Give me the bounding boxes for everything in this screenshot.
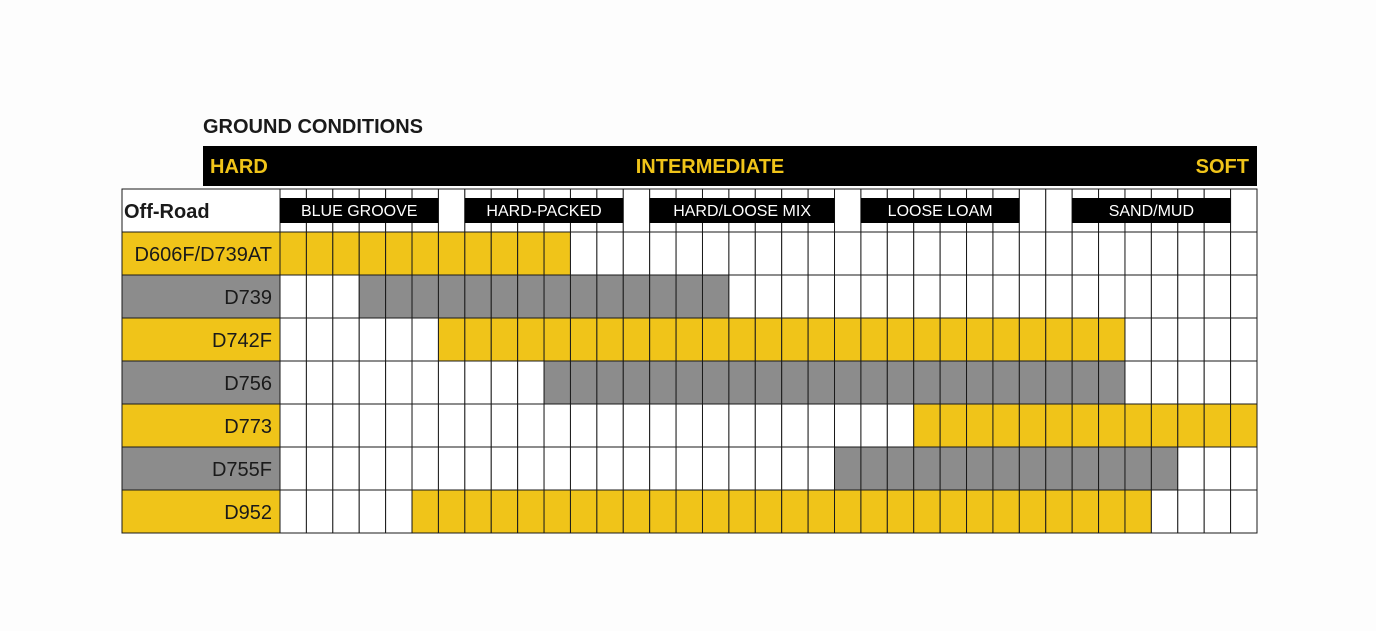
range-cell-filled <box>835 490 861 533</box>
range-cell-filled <box>1099 404 1125 447</box>
range-cell-empty <box>1231 490 1257 533</box>
range-cell-filled <box>1019 490 1045 533</box>
range-cell-empty <box>412 318 438 361</box>
range-cell-filled <box>808 318 834 361</box>
range-cell-filled <box>465 318 491 361</box>
range-cell-empty <box>491 447 517 490</box>
range-cell-empty <box>1151 232 1177 275</box>
range-cell-filled <box>702 490 728 533</box>
range-cell-empty <box>544 404 570 447</box>
range-cell-filled <box>1046 404 1072 447</box>
range-cell-empty <box>386 318 412 361</box>
range-cell-empty <box>1204 318 1230 361</box>
range-cell-filled <box>967 361 993 404</box>
range-cell-filled <box>1072 490 1098 533</box>
range-cell-filled <box>518 318 544 361</box>
range-cell-filled <box>729 361 755 404</box>
range-cell-empty <box>623 232 649 275</box>
range-cell-filled <box>729 318 755 361</box>
range-cell-filled <box>1046 318 1072 361</box>
range-cell-empty <box>518 447 544 490</box>
range-cell-empty <box>650 447 676 490</box>
range-cell-filled <box>438 318 464 361</box>
range-cell-empty <box>1046 232 1072 275</box>
range-cell-empty <box>465 447 491 490</box>
range-cell-empty <box>676 447 702 490</box>
range-cell-empty <box>729 447 755 490</box>
range-cell-empty <box>597 447 623 490</box>
range-cell-empty <box>1019 232 1045 275</box>
header-cell <box>835 189 861 232</box>
range-cell-empty <box>650 232 676 275</box>
range-cell-empty <box>1125 361 1151 404</box>
range-cell-filled <box>491 232 517 275</box>
range-cell-filled <box>1151 404 1177 447</box>
range-cell-empty <box>518 404 544 447</box>
range-cell-filled <box>967 490 993 533</box>
range-cell-empty <box>755 275 781 318</box>
range-cell-filled <box>914 404 940 447</box>
range-cell-filled <box>623 275 649 318</box>
range-cell-filled <box>597 490 623 533</box>
range-cell-filled <box>887 447 913 490</box>
range-cell-empty <box>306 404 332 447</box>
chart-title: GROUND CONDITIONS <box>203 116 423 138</box>
range-cell-filled <box>280 232 306 275</box>
terrain-label: HARD-PACKED <box>486 203 602 220</box>
terrain-label: HARD/LOOSE MIX <box>673 203 812 220</box>
row-label: D952 <box>224 502 272 524</box>
range-cell-empty <box>333 361 359 404</box>
range-cell-empty <box>597 232 623 275</box>
range-cell-filled <box>1178 404 1204 447</box>
header-cell <box>1019 189 1045 232</box>
range-cell-filled <box>544 361 570 404</box>
range-cell-filled <box>1046 447 1072 490</box>
range-cell-empty <box>386 404 412 447</box>
range-cell-filled <box>676 490 702 533</box>
range-cell-empty <box>1019 275 1045 318</box>
range-cell-empty <box>1178 361 1204 404</box>
range-cell-filled <box>412 232 438 275</box>
range-cell-filled <box>544 490 570 533</box>
terrain-label: SAND/MUD <box>1108 203 1195 220</box>
range-cell-filled <box>1019 404 1045 447</box>
range-cell-empty <box>808 275 834 318</box>
range-cell-empty <box>359 361 385 404</box>
product-row <box>122 232 1257 275</box>
product-rows <box>122 232 1257 533</box>
range-cell-empty <box>1151 275 1177 318</box>
range-cell-filled <box>650 361 676 404</box>
row-label: D756 <box>224 373 272 395</box>
range-cell-filled <box>993 361 1019 404</box>
range-cell-empty <box>808 404 834 447</box>
range-cell-filled <box>1099 361 1125 404</box>
range-cell-filled <box>861 447 887 490</box>
range-cell-empty <box>1231 318 1257 361</box>
range-cell-filled <box>570 275 596 318</box>
range-cell-filled <box>650 490 676 533</box>
range-cell-filled <box>1046 361 1072 404</box>
range-cell-filled <box>914 447 940 490</box>
range-cell-empty <box>1231 275 1257 318</box>
range-cell-empty <box>412 404 438 447</box>
range-cell-filled <box>1099 318 1125 361</box>
range-cell-empty <box>359 490 385 533</box>
range-cell-empty <box>1178 490 1204 533</box>
range-cell-empty <box>280 490 306 533</box>
range-cell-filled <box>518 232 544 275</box>
range-cell-filled <box>676 361 702 404</box>
range-cell-filled <box>861 318 887 361</box>
range-cell-empty <box>1231 232 1257 275</box>
range-cell-filled <box>518 275 544 318</box>
range-cell-empty <box>1231 361 1257 404</box>
range-cell-empty <box>412 361 438 404</box>
range-cell-filled <box>1099 490 1125 533</box>
range-cell-filled <box>993 318 1019 361</box>
range-cell-filled <box>650 318 676 361</box>
range-cell-filled <box>438 275 464 318</box>
range-cell-empty <box>570 447 596 490</box>
range-cell-filled <box>438 490 464 533</box>
range-cell-empty <box>333 275 359 318</box>
range-cell-filled <box>544 318 570 361</box>
range-cell-filled <box>1231 404 1257 447</box>
range-cell-filled <box>306 232 332 275</box>
range-cell-empty <box>808 447 834 490</box>
range-cell-filled <box>887 361 913 404</box>
range-cell-empty <box>518 361 544 404</box>
range-cell-filled <box>755 318 781 361</box>
range-cell-filled <box>1099 447 1125 490</box>
range-cell-filled <box>465 490 491 533</box>
terrain-label: LOOSE LOAM <box>887 203 993 220</box>
range-cell-empty <box>755 232 781 275</box>
range-cell-filled <box>808 490 834 533</box>
product-row <box>122 318 1257 361</box>
range-cell-filled <box>1072 447 1098 490</box>
range-cell-empty <box>1204 447 1230 490</box>
range-cell-filled <box>491 318 517 361</box>
product-row <box>122 404 1257 447</box>
range-cell-filled <box>940 447 966 490</box>
range-cell-filled <box>1072 404 1098 447</box>
range-cell-empty <box>280 275 306 318</box>
range-cell-filled <box>993 490 1019 533</box>
range-cell-empty <box>1099 275 1125 318</box>
terrain-header-row <box>280 189 1257 232</box>
range-cell-empty <box>306 490 332 533</box>
range-cell-empty <box>386 361 412 404</box>
range-cell-empty <box>1125 232 1151 275</box>
range-cell-filled <box>835 361 861 404</box>
range-cell-filled <box>1125 447 1151 490</box>
range-cell-empty <box>1204 361 1230 404</box>
range-cell-empty <box>1125 275 1151 318</box>
range-cell-filled <box>861 361 887 404</box>
range-cell-filled <box>755 361 781 404</box>
range-cell-filled <box>993 447 1019 490</box>
range-cell-empty <box>1151 490 1177 533</box>
range-cell-empty <box>491 404 517 447</box>
range-cell-empty <box>1204 232 1230 275</box>
range-cell-empty <box>1178 275 1204 318</box>
range-cell-empty <box>782 447 808 490</box>
row-label: D606F/D739AT <box>134 244 272 266</box>
range-cell-empty <box>835 232 861 275</box>
range-cell-empty <box>993 232 1019 275</box>
condition-hard: HARD <box>210 156 268 178</box>
range-cell-filled <box>702 318 728 361</box>
range-cell-empty <box>306 361 332 404</box>
terrain-label: BLUE GROOVE <box>300 203 418 220</box>
header-cell <box>438 189 464 232</box>
range-cell-empty <box>623 404 649 447</box>
range-cell-filled <box>333 232 359 275</box>
range-cell-empty <box>544 447 570 490</box>
offroad-label: Off-Road <box>124 201 210 223</box>
range-cell-empty <box>359 447 385 490</box>
range-cell-filled <box>993 404 1019 447</box>
range-cell-filled <box>1019 361 1045 404</box>
range-cell-filled <box>570 361 596 404</box>
range-cell-empty <box>914 232 940 275</box>
range-cell-filled <box>597 318 623 361</box>
range-cell-filled <box>412 490 438 533</box>
range-cell-empty <box>861 275 887 318</box>
range-cell-empty <box>1151 318 1177 361</box>
range-cell-empty <box>465 404 491 447</box>
range-cell-empty <box>782 404 808 447</box>
range-cell-empty <box>967 232 993 275</box>
range-cell-filled <box>570 490 596 533</box>
range-cell-empty <box>940 232 966 275</box>
range-cell-empty <box>597 404 623 447</box>
range-cell-empty <box>306 275 332 318</box>
range-cell-empty <box>861 404 887 447</box>
range-cell-empty <box>861 232 887 275</box>
range-cell-empty <box>702 404 728 447</box>
range-cell-filled <box>650 275 676 318</box>
row-label: D739 <box>224 287 272 309</box>
range-cell-filled <box>412 275 438 318</box>
range-cell-empty <box>702 232 728 275</box>
range-cell-filled <box>967 318 993 361</box>
range-cell-empty <box>1151 361 1177 404</box>
range-cell-empty <box>570 404 596 447</box>
range-cell-empty <box>835 404 861 447</box>
range-cell-empty <box>729 404 755 447</box>
range-cell-empty <box>333 318 359 361</box>
range-cell-empty <box>940 275 966 318</box>
range-cell-empty <box>1178 318 1204 361</box>
range-cell-empty <box>967 275 993 318</box>
range-cell-filled <box>491 490 517 533</box>
range-cell-filled <box>386 232 412 275</box>
range-cell-empty <box>1231 447 1257 490</box>
range-cell-filled <box>465 275 491 318</box>
range-cell-empty <box>887 232 913 275</box>
range-cell-filled <box>914 490 940 533</box>
range-cell-empty <box>438 447 464 490</box>
range-cell-empty <box>623 447 649 490</box>
range-cell-empty <box>465 361 491 404</box>
range-cell-empty <box>835 275 861 318</box>
header-cell <box>623 189 649 232</box>
range-cell-empty <box>280 318 306 361</box>
range-cell-filled <box>702 275 728 318</box>
range-cell-filled <box>914 318 940 361</box>
range-cell-empty <box>333 404 359 447</box>
range-cell-filled <box>940 318 966 361</box>
range-cell-empty <box>1204 275 1230 318</box>
row-label: D742F <box>211 330 272 352</box>
range-cell-empty <box>1204 490 1230 533</box>
range-cell-filled <box>835 447 861 490</box>
range-cell-filled <box>1151 447 1177 490</box>
range-cell-empty <box>993 275 1019 318</box>
range-cell-filled <box>940 404 966 447</box>
range-cell-empty <box>676 232 702 275</box>
range-cell-filled <box>597 361 623 404</box>
range-cell-empty <box>280 447 306 490</box>
condition-soft: SOFT <box>1195 156 1249 178</box>
condition-intermediate: INTERMEDIATE <box>635 156 785 178</box>
range-cell-empty <box>280 361 306 404</box>
range-cell-empty <box>1178 447 1204 490</box>
range-cell-filled <box>887 318 913 361</box>
header-cell <box>1046 189 1072 232</box>
range-cell-empty <box>914 275 940 318</box>
range-cell-filled <box>544 275 570 318</box>
range-cell-empty <box>782 275 808 318</box>
range-cell-empty <box>280 404 306 447</box>
range-cell-filled <box>782 490 808 533</box>
range-cell-filled <box>782 318 808 361</box>
product-row <box>122 447 1257 490</box>
range-cell-filled <box>465 232 491 275</box>
range-cell-empty <box>438 404 464 447</box>
range-cell-empty <box>1099 232 1125 275</box>
header-cell <box>1231 189 1257 232</box>
range-cell-empty <box>1178 232 1204 275</box>
range-cell-empty <box>359 318 385 361</box>
range-cell-empty <box>650 404 676 447</box>
range-cell-empty <box>1046 275 1072 318</box>
range-cell-empty <box>570 232 596 275</box>
row-label: D755F <box>211 459 272 481</box>
range-cell-filled <box>861 490 887 533</box>
range-cell-empty <box>491 361 517 404</box>
range-cell-filled <box>782 361 808 404</box>
range-cell-empty <box>729 275 755 318</box>
range-cell-filled <box>491 275 517 318</box>
range-cell-filled <box>623 490 649 533</box>
range-cell-filled <box>359 275 385 318</box>
range-cell-filled <box>359 232 385 275</box>
range-cell-filled <box>967 404 993 447</box>
range-cell-empty <box>386 447 412 490</box>
range-cell-filled <box>1125 404 1151 447</box>
range-cell-empty <box>887 404 913 447</box>
range-cell-empty <box>386 490 412 533</box>
range-cell-empty <box>1072 275 1098 318</box>
range-cell-filled <box>1019 318 1045 361</box>
range-cell-filled <box>914 361 940 404</box>
range-cell-filled <box>835 318 861 361</box>
range-cell-filled <box>940 361 966 404</box>
range-cell-filled <box>386 275 412 318</box>
product-row <box>122 490 1257 533</box>
range-cell-filled <box>623 318 649 361</box>
row-label: D773 <box>224 416 272 438</box>
range-cell-empty <box>333 490 359 533</box>
range-cell-empty <box>438 361 464 404</box>
range-cell-filled <box>1204 404 1230 447</box>
range-cell-filled <box>1046 490 1072 533</box>
range-cell-filled <box>438 232 464 275</box>
range-cell-empty <box>333 447 359 490</box>
range-cell-empty <box>887 275 913 318</box>
range-cell-empty <box>755 404 781 447</box>
range-cell-filled <box>1072 318 1098 361</box>
range-cell-filled <box>570 318 596 361</box>
range-cell-empty <box>676 404 702 447</box>
range-cell-empty <box>412 447 438 490</box>
range-cell-filled <box>1072 361 1098 404</box>
range-cell-filled <box>676 318 702 361</box>
product-row <box>122 361 1257 404</box>
range-cell-filled <box>967 447 993 490</box>
range-cell-empty <box>306 318 332 361</box>
range-cell-empty <box>729 232 755 275</box>
range-cell-empty <box>1072 232 1098 275</box>
range-cell-filled <box>729 490 755 533</box>
range-cell-empty <box>782 232 808 275</box>
range-cell-filled <box>808 361 834 404</box>
range-cell-filled <box>1125 490 1151 533</box>
range-cell-filled <box>940 490 966 533</box>
range-cell-filled <box>676 275 702 318</box>
range-cell-filled <box>887 490 913 533</box>
range-cell-filled <box>755 490 781 533</box>
range-cell-filled <box>702 361 728 404</box>
range-cell-empty <box>702 447 728 490</box>
range-cell-filled <box>623 361 649 404</box>
range-cell-filled <box>518 490 544 533</box>
product-row <box>122 275 1257 318</box>
range-cell-empty <box>1125 318 1151 361</box>
range-cell-empty <box>359 404 385 447</box>
range-cell-empty <box>306 447 332 490</box>
range-cell-filled <box>597 275 623 318</box>
range-cell-filled <box>544 232 570 275</box>
range-cell-empty <box>755 447 781 490</box>
range-cell-filled <box>1019 447 1045 490</box>
range-cell-empty <box>808 232 834 275</box>
